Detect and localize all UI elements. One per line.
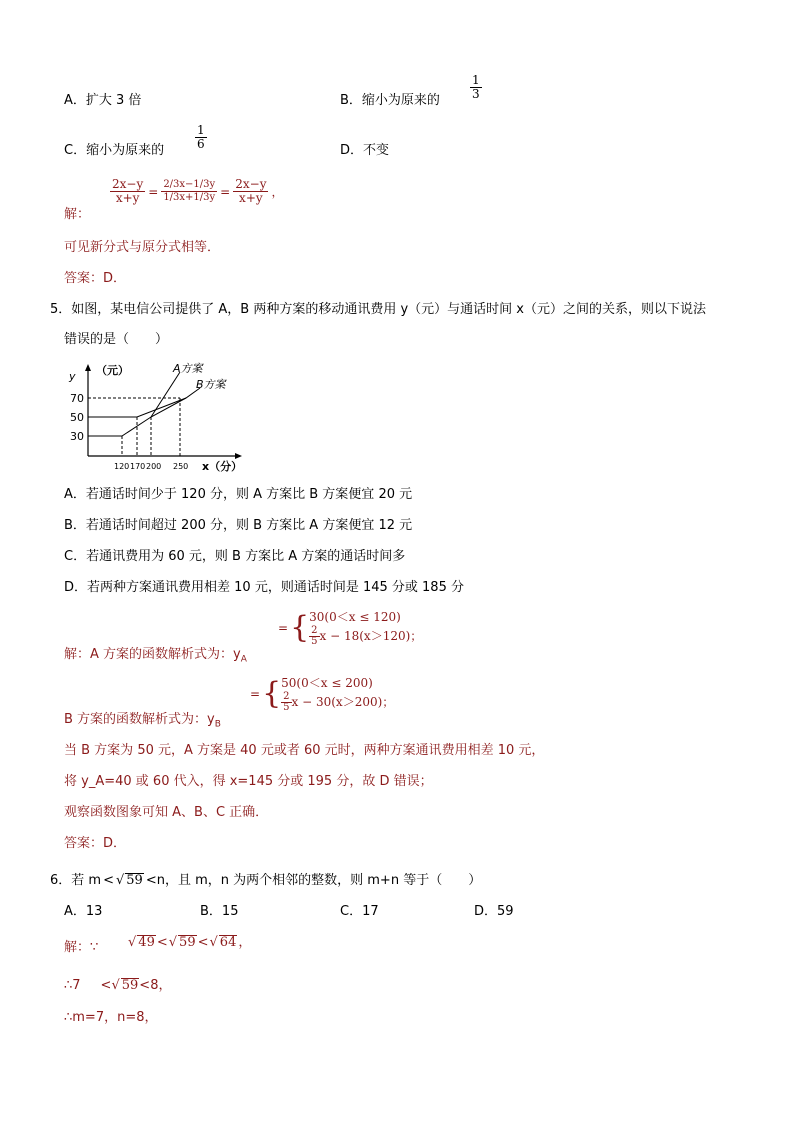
q5-solution-a-cases: = { 30(0＜x ≤ 120) $\frac{2}{5}$ x − 18(x＞120) ； (278, 610, 423, 647)
q5-solution-b-cases: = { 50(0＜x ≤ 200) $\frac{2}{5}$ x − 30(x＞200) ； (250, 676, 395, 713)
x-axis-label: x（分） (202, 460, 243, 473)
q5-solution-line5: 观察函数图象可知 A、B、C 正确． (64, 805, 269, 820)
q4-option-b: B．缩小为原来的 (340, 93, 440, 108)
q4-option-d: D．不变 (340, 143, 390, 158)
q6-therefore-2: ∴m=7，n=8， (64, 1010, 158, 1025)
x-tick-170: 170 (130, 462, 146, 471)
x-tick-120: 120 (114, 462, 130, 471)
y-tick-70: 70 (70, 392, 84, 405)
q4-note: 可见新分式与原分式相等． (64, 240, 221, 255)
q4-answer: 答案：D． (64, 271, 127, 286)
q4-fraction-3: $\frac{2x-y}{x+y}$ (235, 177, 267, 205)
q5-stem-line1: 5．如图，某电信公司提供了 A，B 两种方案的移动通讯费用 y（元）与通话时间 x（元）之间的关系，则以下说法 (50, 302, 706, 317)
q4-fraction-1: $\frac{2x-y}{x+y}$ (112, 177, 144, 205)
y-axis-label: （元） (96, 364, 129, 377)
q5-stem-line2: 错误的是（ ） (64, 332, 169, 347)
q6-stem: 6．若 m < √ 59 < n，且 m，n 为两个相邻的整数，则 m+n 等于（ ） (50, 873, 482, 888)
series-b-line (88, 388, 200, 417)
q6-therefore-1: ∴7 < √ 59 < 8， (64, 978, 172, 993)
q6-option-a: A．13 (64, 904, 103, 919)
q4-option-c-fraction: $\frac{1}{6}$ (197, 123, 205, 151)
q5-answer: 答案：D． (64, 836, 127, 851)
brace-icon: { (262, 676, 282, 711)
q5-option-b: B．若通话时间超过 200 分，则 B 方案比 A 方案便宜 12 元 (64, 518, 413, 533)
series-a-label: A方案 (173, 362, 203, 375)
y-axis-letter: y (69, 370, 76, 383)
q4-option-a: A．扩大 3 倍 (64, 93, 142, 108)
q5-option-a: A．若通话时间少于 120 分，则 A 方案比 B 方案便宜 20 元 (64, 487, 413, 502)
q5-solution-line3: 当 B 方案为 50 元，A 方案是 40 元或者 60 元时，两种方案通讯费用相差 10 元， (64, 743, 545, 758)
q5-solution-b-label: B 方案的函数解析式为：$y_B$ (64, 712, 221, 730)
q4-fraction-2: $\frac{2/3x-1/3y}{1/3x+1/3y}$ (163, 179, 216, 203)
q5-option-c: C．若通讯费用为 60 元，则 B 方案比 A 方案的通话时间多 (64, 549, 406, 564)
q4-option-c: C．缩小为原来的 (64, 143, 165, 158)
q6-solution-inequality: √ 49 < √ 59 < √ 64 ， (128, 935, 252, 950)
q6-option-c: C．17 (340, 904, 379, 919)
x-axis-arrow-icon (235, 453, 242, 459)
x-tick-250: 250 (173, 462, 189, 471)
y-tick-50: 50 (70, 411, 84, 424)
brace-icon: { (290, 610, 310, 645)
q4-option-b-fraction: $\frac{1}{3}$ (472, 73, 480, 101)
q4-solution-label: 解： (64, 207, 91, 222)
q5-chart (60, 358, 250, 476)
q6-option-d: D．59 (474, 904, 514, 919)
q6-solution-label: 解：∵ (64, 940, 99, 955)
q5-solution-a-label: 解：A 方案的函数解析式为：$y_A$ (64, 647, 247, 665)
x-tick-200: 200 (146, 462, 162, 471)
q4-solution-equation: $\frac{2x-y}{x+y}$ = $\frac{2/3x-1/3y}{1/3x+1/3y}$ = $\frac{2x-y}{x+y}$ ， (112, 177, 284, 205)
q5-option-d: D．若两种方案通讯费用相差 10 元，则通话时间是 145 分或 185 分 (64, 580, 464, 595)
q5-solution-line4: 将 y_A=40 或 60 代入，得 x=145 分或 195 分，故 D 错误； (64, 774, 433, 789)
y-axis-arrow-icon (85, 364, 91, 371)
q6-option-b: B．15 (200, 904, 239, 919)
series-b-label: B方案 (196, 378, 226, 391)
y-tick-30: 30 (70, 430, 84, 443)
